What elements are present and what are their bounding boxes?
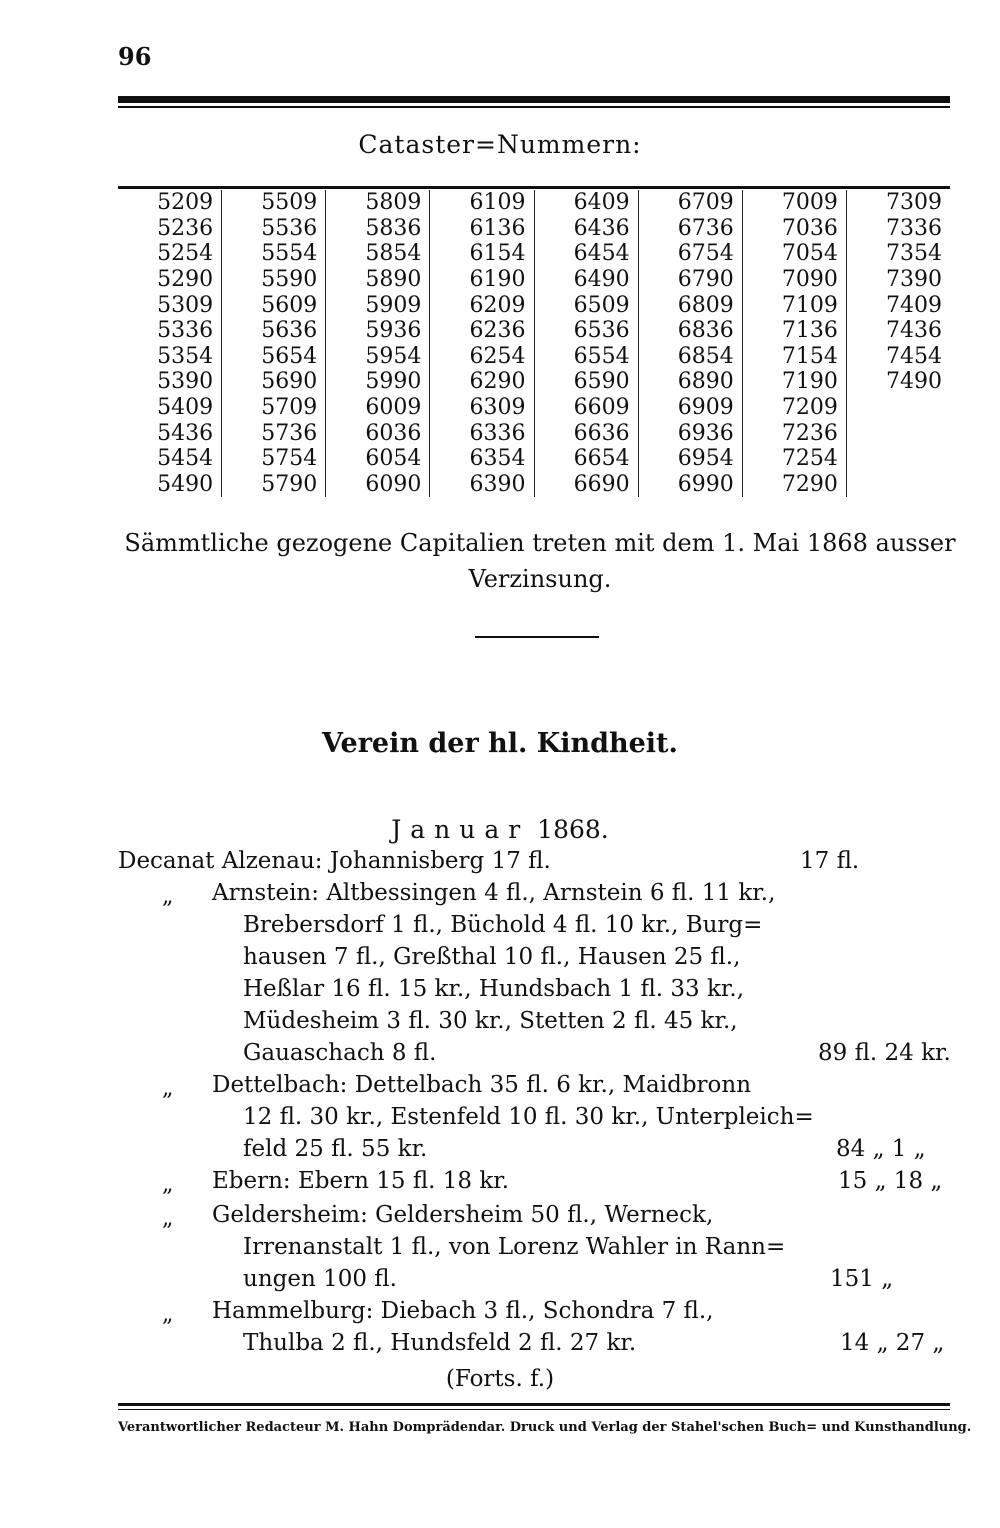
header-rule <box>118 96 950 103</box>
table-cell: 7336 <box>846 216 950 242</box>
table-cell: 5554 <box>222 241 326 267</box>
table-cell: 5236 <box>157 215 214 241</box>
notice <box>120 525 960 597</box>
table-row <box>118 395 950 421</box>
entry-line: Brebersdorf 1 fl., Büchold 4 fl. 10 kr., Burg= <box>243 912 763 938</box>
table-cell: 5854 <box>326 241 430 267</box>
entry-line: Gauaschach 8 fl. <box>243 1040 437 1066</box>
table-cell: 6554 <box>534 344 638 370</box>
entry-label: Arnstein: <box>212 880 319 906</box>
table-cell: 6654 <box>534 446 638 472</box>
table-cell: 5354 <box>157 343 214 369</box>
table-cell: 5390 <box>157 369 214 395</box>
entry-label: Ebern: <box>212 1168 291 1194</box>
entry-amount: 89 fl. 24 kr. <box>818 1040 951 1066</box>
entry-amount: 151 „ <box>830 1266 894 1292</box>
entry-amount: 14 „ 27 „ <box>840 1330 945 1356</box>
entry-amount: 17 fl. <box>800 848 860 874</box>
entry-label: Dettelbach: <box>212 1072 348 1098</box>
table-cell: 6190 <box>430 267 534 293</box>
table-cell <box>846 472 950 498</box>
table-cell: 6054 <box>326 446 430 472</box>
entry-line: feld 25 fl. 55 kr. <box>243 1136 428 1162</box>
table-cell: 6736 <box>638 216 742 242</box>
footer-rule <box>118 1403 950 1406</box>
table-cell: 6790 <box>638 267 742 293</box>
table-cell: 5909 <box>326 292 430 318</box>
table-cell: 5536 <box>222 216 326 242</box>
table-cell: 6509 <box>534 292 638 318</box>
table-row <box>118 190 950 216</box>
entry-alzenau <box>118 848 551 874</box>
table-cell: 6836 <box>638 318 742 344</box>
entry-line: 12 fl. 30 kr., Estenfeld 10 fl. 30 kr., Unterpleich= <box>243 1104 814 1130</box>
table-cell: 5336 <box>157 318 214 344</box>
ditto-mark: „ <box>162 1172 174 1197</box>
table-cell: 7136 <box>742 318 846 344</box>
entry-amount: 15 „ 18 „ <box>838 1168 943 1194</box>
table-cell: 7309 <box>846 190 950 216</box>
entry-arnstein <box>212 880 775 906</box>
table-row <box>118 241 950 267</box>
table-cell: 7209 <box>742 395 846 421</box>
entry-text: Geldersheim 50 fl., Werneck, <box>375 1202 714 1228</box>
footer-rule-thin <box>118 1409 950 1410</box>
table-cell: 7409 <box>846 292 950 318</box>
table-cell: 7036 <box>742 216 846 242</box>
header-rule-thin <box>118 106 950 108</box>
table-cell: 5654 <box>222 344 326 370</box>
continuation-note: (Forts. f.) <box>445 1366 555 1392</box>
table-cell: 5454 <box>157 446 214 472</box>
table-cell: 6036 <box>326 420 430 446</box>
table-cell: 6436 <box>534 216 638 242</box>
table-cell: 6954 <box>638 446 742 472</box>
table-cell: 5290 <box>157 267 214 293</box>
table-row <box>118 446 950 472</box>
table-cell <box>846 446 950 472</box>
entry-geldersheim <box>212 1202 713 1228</box>
entry-text: Altbessingen 4 fl., Arnstein 6 fl. 11 kr., <box>326 880 776 906</box>
table-cell: 7009 <box>742 190 846 216</box>
table-cell: 5690 <box>222 369 326 395</box>
table-cell: 6936 <box>638 420 742 446</box>
entry-label: Hammelburg: <box>212 1298 374 1324</box>
entry-line: hausen 7 fl., Greßthal 10 fl., Hausen 25 fl., <box>243 944 741 970</box>
table-cell: 6109 <box>430 190 534 216</box>
table-cell: 7354 <box>846 241 950 267</box>
table-cell: 6454 <box>534 241 638 267</box>
table-cell: 6090 <box>326 472 430 498</box>
table-cell: 7054 <box>742 241 846 267</box>
entry-line: Thulba 2 fl., Hundsfeld 2 fl. 27 kr. <box>243 1330 637 1356</box>
month-heading <box>0 815 1000 844</box>
table-cell: 6609 <box>534 395 638 421</box>
table-cell: 7154 <box>742 344 846 370</box>
table-row <box>118 292 950 318</box>
entry-label: Geldersheim: <box>212 1202 368 1228</box>
table-cell: 6154 <box>430 241 534 267</box>
table-cell: 7190 <box>742 369 846 395</box>
ditto-mark: „ <box>162 1206 174 1231</box>
table-cell: 5436 <box>157 420 214 446</box>
table-cell: 5754 <box>222 446 326 472</box>
table-row <box>118 216 950 242</box>
catalog-number-table <box>118 190 950 497</box>
entry-text: Diebach 3 fl., Schondra 7 fl., <box>380 1298 714 1324</box>
ditto-mark: „ <box>162 884 174 909</box>
table-cell: 6854 <box>638 344 742 370</box>
table-cell: 6209 <box>430 292 534 318</box>
table-cell: 7390 <box>846 267 950 293</box>
table-cell: 6136 <box>430 216 534 242</box>
table-cell: 5990 <box>326 369 430 395</box>
table-cell: 7436 <box>846 318 950 344</box>
table-cell: 5890 <box>326 267 430 293</box>
ditto-mark: „ <box>162 1302 174 1327</box>
entry-hammelburg <box>212 1298 714 1324</box>
table-cell <box>846 395 950 421</box>
ditto-mark: „ <box>162 1076 174 1101</box>
entry-dettelbach <box>212 1072 751 1098</box>
table-cell: 5954 <box>326 344 430 370</box>
table-cell: 7454 <box>846 344 950 370</box>
table-row <box>118 267 950 293</box>
table-row <box>118 420 950 446</box>
table-row <box>118 344 950 370</box>
table-cell: 6636 <box>534 420 638 446</box>
table-cell: 6490 <box>534 267 638 293</box>
entry-label: Decanat Alzenau: <box>118 848 323 874</box>
table-cell: 5790 <box>222 472 326 498</box>
section-divider <box>475 636 599 638</box>
table-cell: 5309 <box>157 292 214 318</box>
entry-line: Müdesheim 3 fl. 30 kr., Stetten 2 fl. 45 kr., <box>243 1008 738 1034</box>
table-cell: 5209 <box>157 190 214 216</box>
notice-line-2: Verzinsung. <box>468 565 612 593</box>
table-cell: 7090 <box>742 267 846 293</box>
table-cell: 7254 <box>742 446 846 472</box>
table-cell: 7290 <box>742 472 846 498</box>
table-cell <box>846 420 950 446</box>
table-cell: 6536 <box>534 318 638 344</box>
entry-line: Irrenanstalt 1 fl., von Lorenz Wahler in Rann= <box>243 1234 786 1260</box>
table-cell: 6690 <box>534 472 638 498</box>
table-row <box>118 369 950 395</box>
table-cell: 6236 <box>430 318 534 344</box>
entry-text: Johannisberg 17 fl. <box>329 848 551 874</box>
table-cell: 6309 <box>430 395 534 421</box>
table-cell: 6909 <box>638 395 742 421</box>
table-cell: 6890 <box>638 369 742 395</box>
table-cell: 7109 <box>742 292 846 318</box>
table-cell: 5590 <box>222 267 326 293</box>
table-cell: 6990 <box>638 472 742 498</box>
entry-line: Heßlar 16 fl. 15 kr., Hundsbach 1 fl. 33 kr., <box>243 976 745 1002</box>
table-cell: 5409 <box>157 395 214 421</box>
table-cell: 6336 <box>430 420 534 446</box>
table-cell: 6754 <box>638 241 742 267</box>
table-cell: 6354 <box>430 446 534 472</box>
imprint: Verantwortlicher Redacteur M. Hahn Domprädendar. Druck und Verlag der Stahel'schen Buch= und Kunsthandlung. <box>118 1420 972 1435</box>
table-cell: 5490 <box>157 471 214 497</box>
table-row <box>118 472 950 498</box>
table-cell: 6809 <box>638 292 742 318</box>
table-cell: 7490 <box>846 369 950 395</box>
section-title: Verein der hl. Kindheit. <box>322 728 678 759</box>
table-cell: 6290 <box>430 369 534 395</box>
table-cell: 7236 <box>742 420 846 446</box>
table-cell: 5936 <box>326 318 430 344</box>
entry-text: Dettelbach 35 fl. 6 kr., Maidbronn <box>354 1072 752 1098</box>
table-top-rule <box>118 186 950 189</box>
table-cell: 5254 <box>157 241 214 267</box>
entry-ebern <box>212 1168 509 1194</box>
table-cell: 5809 <box>326 190 430 216</box>
table-cell: 6254 <box>430 344 534 370</box>
table-cell: 6409 <box>534 190 638 216</box>
table-cell: 5509 <box>222 190 326 216</box>
notice-line-1: Sämmtliche gezogene Capitalien treten mit dem 1. Mai 1868 ausser <box>124 529 956 557</box>
table-cell: 5736 <box>222 420 326 446</box>
month-name: Januar <box>391 815 530 844</box>
entry-text: Ebern 15 fl. 18 kr. <box>298 1168 510 1194</box>
page-number: 96 <box>118 42 152 71</box>
catalog-heading: Cataster=Nummern: <box>358 130 642 159</box>
table-cell: 5709 <box>222 395 326 421</box>
table-cell: 5609 <box>222 292 326 318</box>
table-cell: 6009 <box>326 395 430 421</box>
entry-amount: 84 „ 1 „ <box>836 1136 926 1162</box>
table-cell: 6590 <box>534 369 638 395</box>
table-cell: 5836 <box>326 216 430 242</box>
table-cell: 6709 <box>638 190 742 216</box>
month-year: 1868. <box>537 815 609 844</box>
entry-line: ungen 100 fl. <box>243 1266 397 1292</box>
table-cell: 6390 <box>430 472 534 498</box>
table-cell: 5636 <box>222 318 326 344</box>
table-row <box>118 318 950 344</box>
